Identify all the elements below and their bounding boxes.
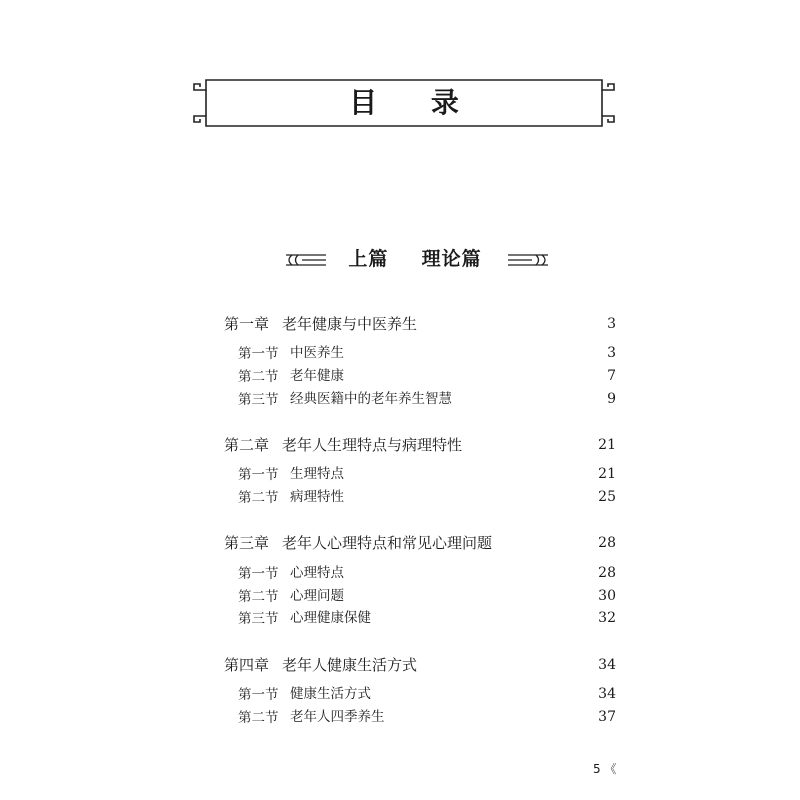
section-label: 第三节: [238, 392, 279, 408]
chapter-label: 第二章: [224, 436, 270, 454]
chapter-title: 老年人心理特点和常见心理问题: [282, 534, 493, 552]
chapter-label: 第三章: [224, 534, 270, 552]
section-page: 9: [607, 391, 616, 407]
section-label: 第二节: [238, 369, 279, 385]
section-page: 7: [607, 368, 616, 384]
section-page: 21: [598, 466, 616, 482]
section-title: 心理问题: [290, 588, 344, 604]
page-title: 目 录: [349, 86, 481, 119]
part-subtitle: 理论篇: [421, 248, 482, 270]
section-page: 3: [607, 345, 616, 361]
toc-section[interactable]: [238, 705, 616, 729]
section-title: 心理健康保健: [290, 610, 371, 626]
section-label: 第一节: [238, 687, 279, 703]
toc-section[interactable]: [238, 485, 616, 509]
toc-section[interactable]: [238, 584, 616, 608]
chapter-page: 3: [607, 316, 616, 332]
chapter-title: 老年人生理特点与病理特性: [282, 436, 463, 454]
section-page: 37: [598, 709, 616, 725]
chapter-label: 第四章: [224, 656, 270, 674]
toc-section[interactable]: [238, 682, 616, 706]
section-title: 经典医籍中的老年养生智慧: [290, 391, 452, 407]
chapter-page: 21: [598, 437, 616, 453]
section-title: 生理特点: [290, 466, 344, 482]
chapter-label: 第一章: [224, 315, 270, 333]
section-page: 25: [598, 489, 616, 505]
section-title: 老年人四季养生: [290, 709, 385, 725]
section-label: 第一节: [238, 467, 279, 483]
chapter-page: 34: [598, 657, 616, 673]
part-heading: [280, 245, 550, 275]
section-page: 32: [598, 610, 616, 626]
section-page: 28: [598, 565, 616, 581]
page-number: 5: [593, 762, 601, 776]
right-scroll-ornament-icon: [506, 251, 550, 269]
section-page: 34: [598, 686, 616, 702]
part-name: 上篇: [348, 248, 389, 270]
toc-chapter-4[interactable]: [224, 653, 616, 677]
chapter-page: 28: [598, 535, 616, 551]
section-label: 第一节: [238, 566, 279, 582]
toc-chapter-2[interactable]: [224, 433, 616, 457]
toc-section[interactable]: [238, 606, 616, 630]
section-title: 病理特性: [290, 489, 344, 505]
chapter-title: 老年人健康生活方式: [282, 656, 418, 674]
section-label: 第二节: [238, 589, 279, 605]
page-footer: [593, 760, 616, 777]
page-mark: 《: [604, 762, 617, 776]
title-frame: [192, 78, 616, 128]
section-label: 第二节: [238, 490, 279, 506]
section-label: 第一节: [238, 346, 279, 362]
section-title: 中医养生: [290, 345, 344, 361]
section-title: 老年健康: [290, 368, 344, 384]
toc-section[interactable]: [238, 364, 616, 388]
toc-chapter-3[interactable]: [224, 531, 616, 555]
section-title: 心理特点: [290, 565, 344, 581]
toc-section[interactable]: [238, 561, 616, 585]
toc-section[interactable]: [238, 387, 616, 411]
section-title: 健康生活方式: [290, 686, 371, 702]
section-page: 30: [598, 588, 616, 604]
toc-section[interactable]: [238, 462, 616, 486]
section-label: 第二节: [238, 710, 279, 726]
chapter-title: 老年健康与中医养生: [282, 315, 418, 333]
toc-section[interactable]: [238, 341, 616, 365]
section-label: 第三节: [238, 611, 279, 627]
toc-chapter-1[interactable]: [224, 312, 616, 336]
